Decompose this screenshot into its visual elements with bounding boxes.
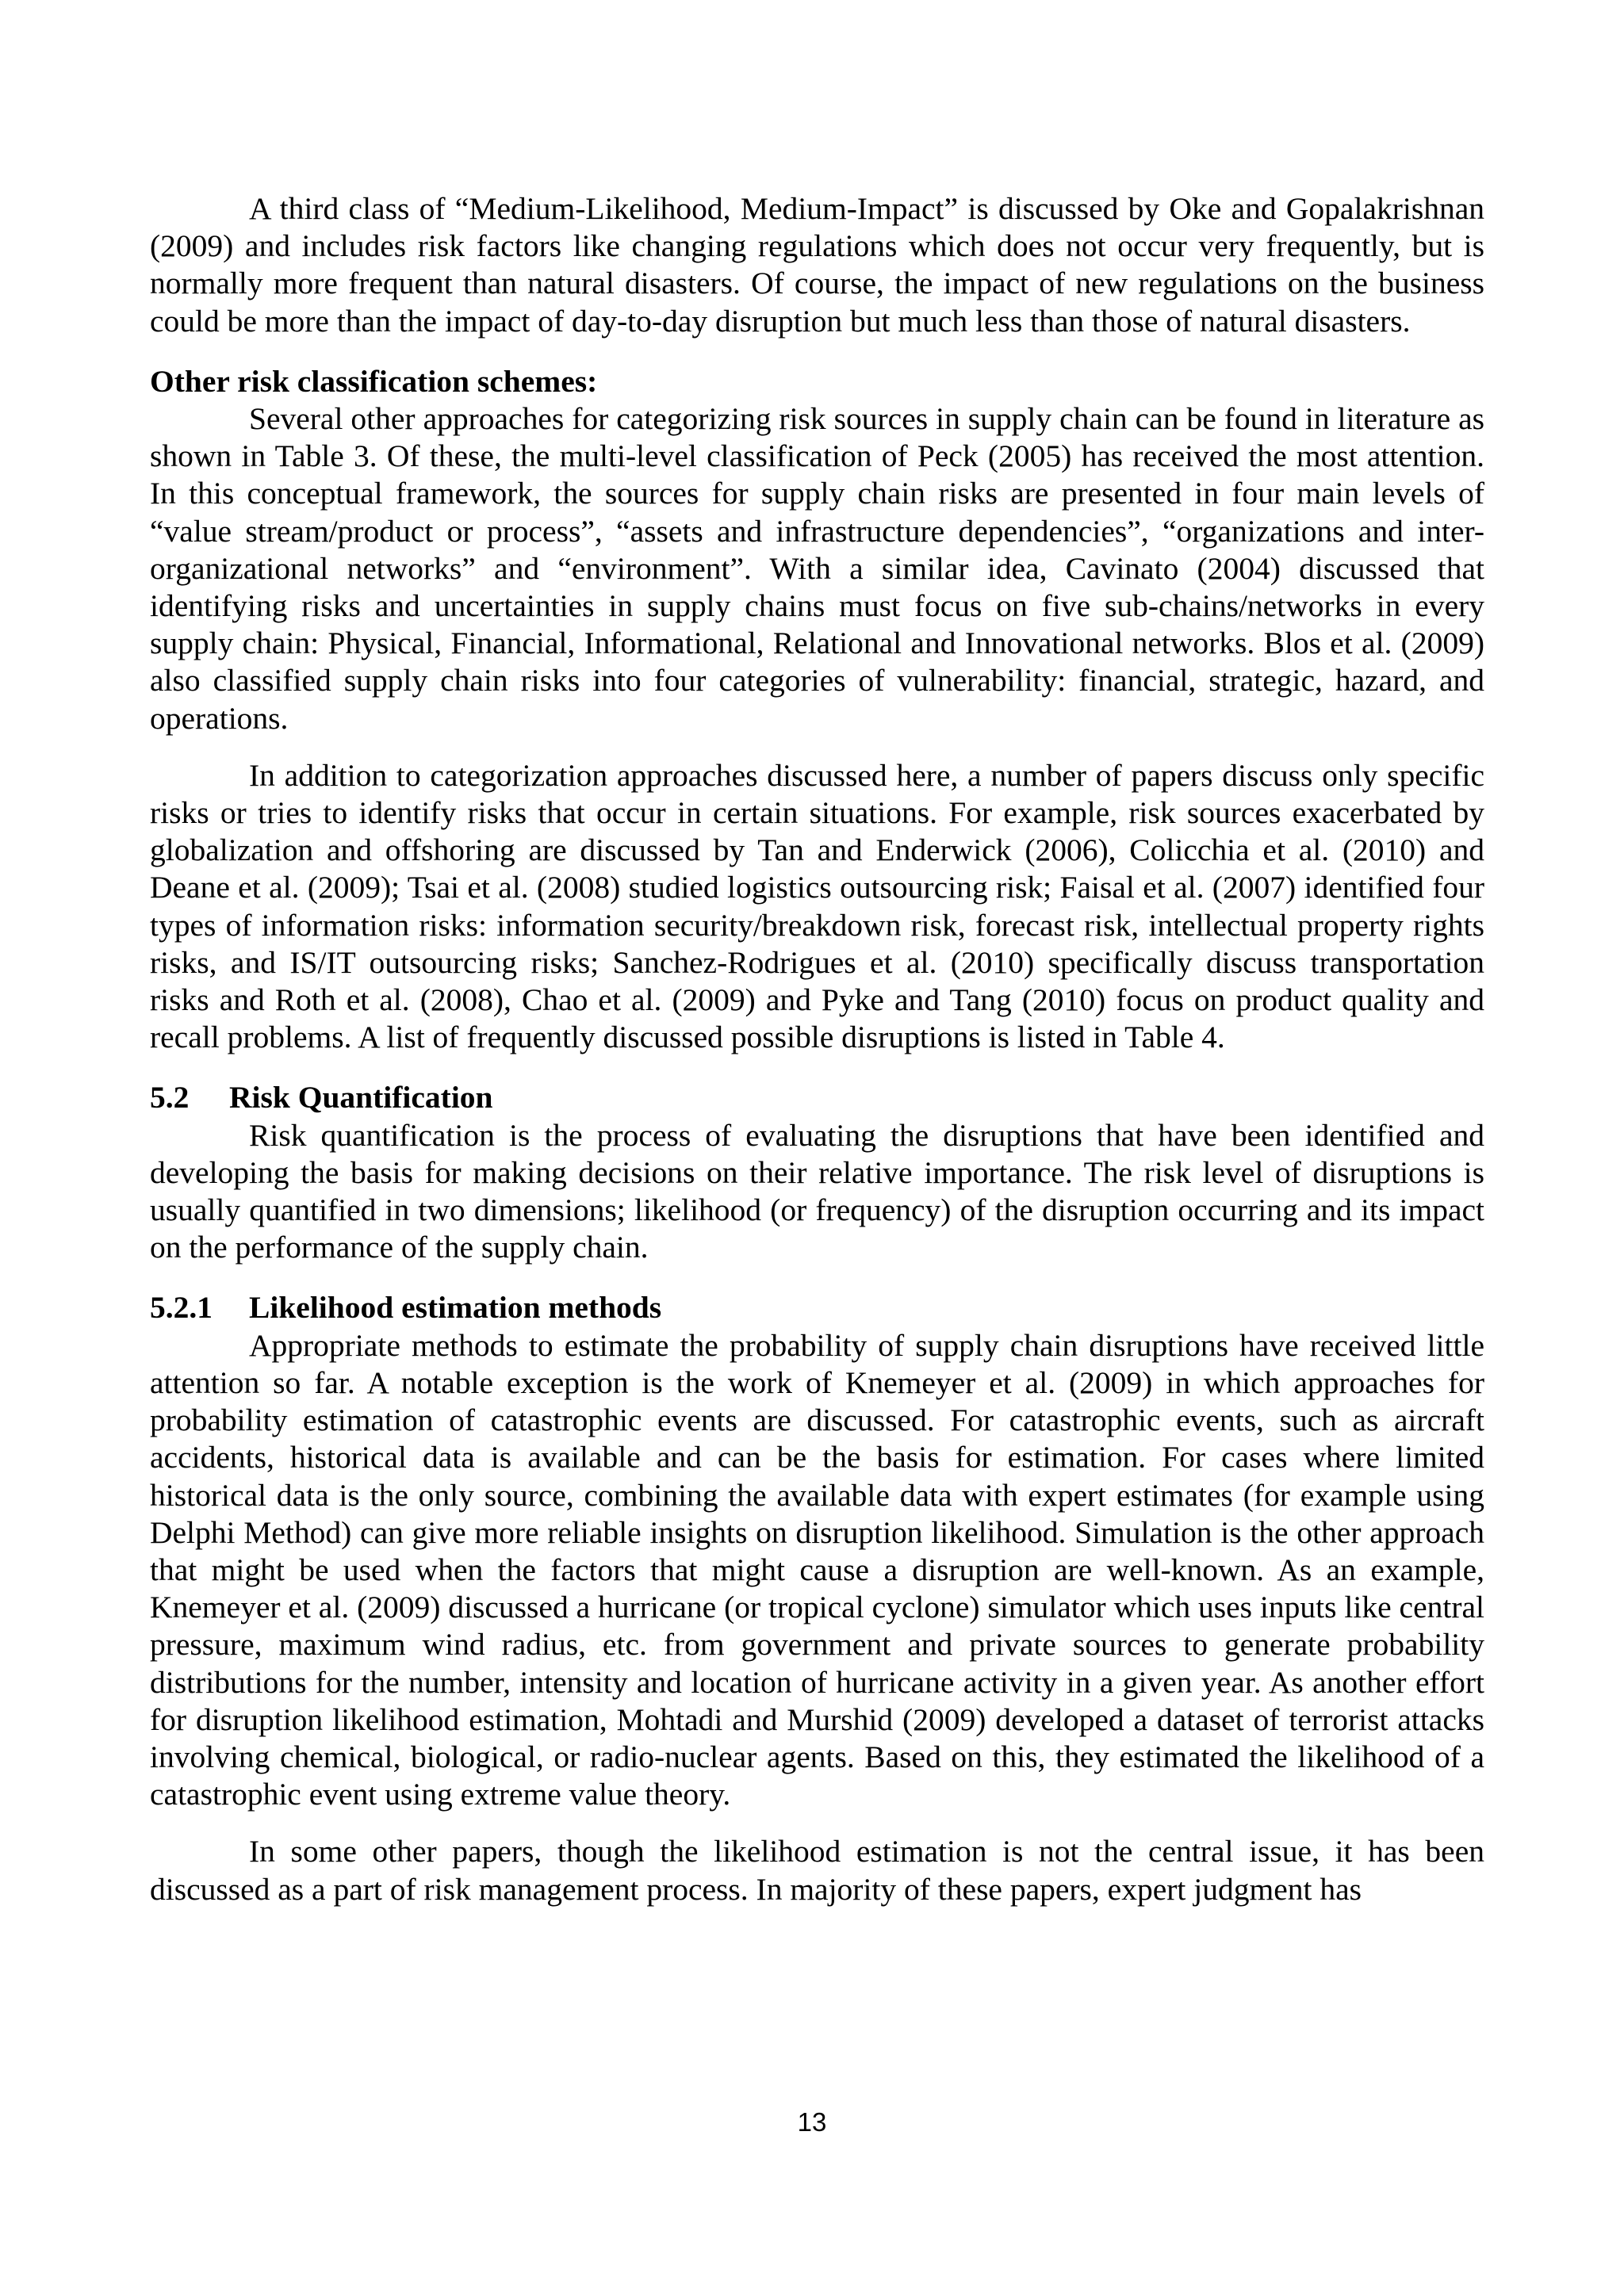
- page-body: [150, 190, 1484, 1908]
- paragraph-medium-likelihood: A third class of “Medium-Likelihood, Medium-Impact” is discussed by Oke and Gopalakrishnan (2009) and includes risk factors like changing regulations which does not occur very frequently, but is normally more frequent than natural disasters. Of course, the impact of new regulations on the business could be more than the impact of day-to-day disruption but much less than those of natural disasters.: [150, 191, 1484, 339]
- paragraph-likelihood-methods: Appropriate methods to estimate the probability of supply chain disruptions have received little attention so far. A notable exception is the work of Knemeyer et al. (2009) in which approaches for probability estimation of catastrophic events are discussed. For catastrophic events, such as aircraft accidents, historical data is available and can be the basis for estimation. For cases where limited historical data is the only source, combining the available data with expert estimates (for example using Delphi Method) can give more reliable insights on disruption likelihood. Simulation is the other approach that might be used when the factors that might cause a disruption are well-known. As an example, Knemeyer et al. (2009) discussed a hurricane (or tropical cyclone) simulator which uses inputs like central pressure, maximum wind radius, etc. from government and private sources to generate probability distributions for the number, intensity and location of hurricane activity in a given year. As another effort for disruption likelihood estimation, Mohtadi and Murshid (2009) developed a dataset of terrorist attacks involving chemical, biological, or radio-nuclear agents. Based on this, they estimated the likelihood of a catastrophic event using extreme value theory.: [150, 1327, 1484, 1812]
- spacer: [150, 1813, 1484, 1833]
- heading-other-risk-classification: Other risk classification schemes:: [150, 363, 598, 399]
- section-heading-likelihood-estimation: [150, 1289, 1484, 1326]
- spacer: [150, 737, 1484, 757]
- section-title: Likelihood estimation methods: [249, 1290, 662, 1326]
- section-number: 5.2.1: [150, 1290, 213, 1326]
- spacer: [150, 340, 1484, 363]
- page-number: 13: [797, 2107, 827, 2137]
- spacer: [150, 1266, 1484, 1289]
- section-title: Risk Quantification: [229, 1080, 493, 1115]
- paragraph-specific-risks: In addition to categorization approaches discussed here, a number of papers discuss only specific risks or tries to identify risks that occur in certain situations. For example, risk sources exacerbated by globalization and offshoring are discussed by Tan and Enderwick (2006), Colicchia et al. (2010) and Deane et al. (2009); Tsai et al. (2008) studied logistics outsourcing risk; Faisal et al. (2007) identified four types of information risks: information security/breakdown risk, forecast risk, intellectual property rights risks, and IS/IT outsourcing risks; Sanchez-Rodrigues et al. (2010) specifically discuss transportation risks and Roth et al. (2008), Chao et al. (2009) and Pyke and Tang (2010) focus on product quality and recall problems. A list of frequently discussed possible disruptions is listed in Table 4.: [150, 757, 1484, 1055]
- section-heading-risk-quantification: [150, 1079, 1484, 1116]
- spacer: [150, 1056, 1484, 1079]
- paragraph-risk-quantification: Risk quantification is the process of evaluating the disruptions that have been identified and developing the basis for making decisions on their relative importance. The risk level of disruptions is usually quantified in two dimensions; likelihood (or frequency) of the disruption occurring and its impact on the performance of the supply chain.: [150, 1117, 1484, 1265]
- section-number: 5.2: [150, 1080, 190, 1115]
- paragraph-expert-judgment: In some other papers, though the likelihood estimation is not the central issue, it has been discussed as a part of risk management process. In majority of these papers, expert judgment has: [150, 1834, 1484, 1907]
- paragraph-other-approaches: Several other approaches for categorizing risk sources in supply chain can be found in literature as shown in Table 3. Of these, the multi-level classification of Peck (2005) has received the most attention. In this conceptual framework, the sources for supply chain risks are presented in four main levels of “value stream/product or process”, “assets and infrastructure dependencies”, “organizations and inter-organizational networks” and “environment”. With a similar idea, Cavinato (2004) discussed that identifying risks and uncertainties in supply chains must focus on five sub-chains/networks in every supply chain: Physical, Financial, Informational, Relational and Innovational networks. Blos et al. (2009) also classified supply chain risks into four categories of vulnerability: financial, strategic, hazard, and operations.: [150, 401, 1484, 736]
